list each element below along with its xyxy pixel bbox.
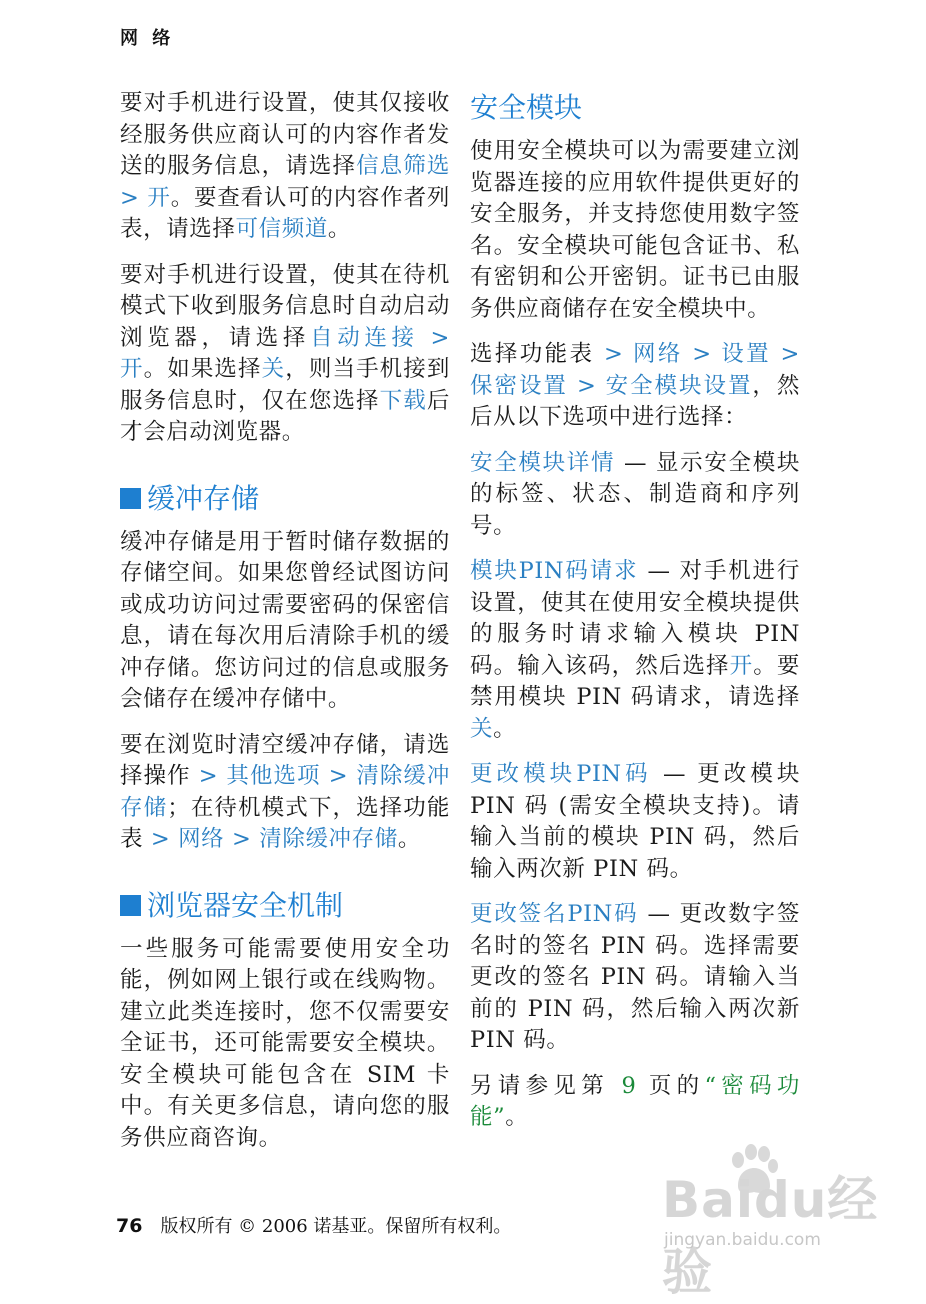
paragraph-module-path: [470, 339, 800, 434]
text: 。: [505, 1104, 529, 1130]
section-header: 网 络: [120, 28, 175, 49]
text: 。要禁用模块 PIN 码请求，请选择: [470, 652, 800, 710]
path-separator: >: [682, 341, 722, 367]
path-separator: >: [120, 184, 148, 211]
text: 要对手机进行设置，使其仅接收经服务供应商认可的内容作者发送的服务信息，请选择: [120, 90, 450, 179]
paragraph-clear-cache: [120, 730, 450, 856]
heading-text: 浏览器安全机制: [147, 888, 344, 922]
menu-path-link[interactable]: 开: [120, 356, 144, 382]
page-ref-link[interactable]: 9: [621, 1072, 637, 1099]
path-separator: >: [190, 763, 227, 789]
paragraph-auto-connect: [120, 260, 450, 449]
paragraph-see-also: [470, 1071, 800, 1134]
menu-path-link[interactable]: 开: [147, 184, 171, 211]
path-separator: >: [771, 341, 800, 367]
paragraph-cache-desc: 缓冲存储是用于暂时储存数据的存储空间。如果您曾经试图访问或成功访问过需要密码的保密信息，请在每次用后清除手机的缓冲存储。您访问过的信息或服务会储存在缓冲存储中。: [120, 528, 450, 712]
menu-path-link[interactable]: 网络: [632, 341, 683, 367]
menu-path-link[interactable]: 信息筛选: [356, 153, 450, 179]
path-separator: >: [320, 763, 357, 789]
text: 。: [327, 216, 352, 242]
option-change-signing-pin: [470, 899, 800, 1057]
text: 。: [397, 826, 421, 852]
text: 要对手机进行设置，使其在待机模式下收到服务信息时自动启动浏览器，请选择: [120, 261, 450, 351]
watermark-url: jingyan.baidu.com: [664, 1230, 821, 1250]
menu-path-link[interactable]: 清除缓冲存储: [120, 763, 451, 821]
text: ；在待机模式下，选择: [167, 794, 404, 821]
menu-path-link[interactable]: 安全模块设置: [605, 372, 753, 399]
text: 另请参见第: [470, 1072, 622, 1099]
text: — 更改数字签名时的签名 PIN 码。选择需要更改的签名 PIN 码。请输入当前的 PIN 码，然后输入两次新 PIN 码。: [470, 901, 800, 1053]
right-column: [470, 88, 800, 1148]
menu-path-link[interactable]: 网络: [178, 826, 225, 852]
text: 选择: [470, 341, 520, 367]
path-separator: >: [594, 341, 633, 367]
text: ，然后从以下选项中进行选择：: [470, 372, 800, 430]
copyright-text: 版权所有 © 2006 诺基亚。保留所有权利。: [160, 1216, 512, 1237]
heading-browser-security: [120, 886, 450, 926]
text: 。: [493, 715, 517, 742]
menu-path-link[interactable]: 开: [729, 652, 754, 679]
path-separator: >: [418, 324, 450, 351]
menu-path-link[interactable]: 关: [470, 715, 494, 742]
option-name-link[interactable]: 更改模块PIN码: [470, 761, 652, 787]
text: 页的: [636, 1072, 705, 1099]
menu-path-link[interactable]: 设置: [721, 341, 771, 367]
option-name-link[interactable]: 安全模块详情: [470, 449, 616, 476]
option-change-module-pin: [470, 759, 800, 885]
paragraph-module-desc: 使用安全模块可以为需要建立浏览器连接的应用软件提供更好的安全服务，并支持您使用数字签名。安全模块可能包含证书、私有密钥和公开密钥。证书已由服务供应商储存在安全模块中。: [470, 138, 800, 322]
text: ，则当手机接到服务信息时，仅在您选择: [120, 356, 450, 414]
watermark-brand: Baidu经验: [662, 1171, 879, 1301]
option-module-details: [470, 448, 800, 543]
text: — 对手机进行设置，使其在使用安全模块提供的服务时请求输入模块 PIN 码。输入该码，然后选择: [470, 558, 800, 679]
path-separator: >: [567, 372, 606, 399]
option-pin-request: [470, 556, 800, 745]
menu-path-link[interactable]: 可信频道: [235, 216, 328, 242]
left-column: [120, 88, 450, 1168]
menu-path-link[interactable]: 自动连接: [310, 324, 419, 351]
text: 。要查看认可的内容作者列表，请选择: [120, 184, 450, 242]
menu-path-link[interactable]: 关: [261, 356, 286, 382]
menu-name: 功能表: [519, 341, 595, 367]
option-name-link[interactable]: 模块PIN码请求: [470, 558, 639, 584]
menu-name: 操作: [143, 763, 191, 789]
path-separator: >: [143, 826, 179, 852]
path-separator: >: [224, 826, 260, 852]
heading-square-icon: [120, 488, 141, 509]
text: — 更改模块 PIN 码 (需安全模块支持)。请输入当前的模块 PIN 码，然后输入两次新 PIN 码。: [470, 761, 800, 882]
heading-cache: [120, 479, 450, 519]
menu-path-link[interactable]: 保密设置: [470, 372, 568, 399]
paragraph-security-desc: 一些服务可能需要使用安全功能，例如网上银行或在线购物。建立此类连接时，您不仅需要安全证书，还可能需要安全模块。安全模块可能包含在 SIM 卡中。有关更多信息，请向您的服务供应商咨询。: [120, 935, 450, 1151]
paragraph-service-filter: [120, 88, 450, 246]
heading-security-module: 安全模块: [470, 91, 583, 124]
option-name-link[interactable]: 更改签名PIN码: [470, 901, 639, 927]
section-ref-link[interactable]: “密码功能”: [470, 1072, 801, 1130]
page-number: 76: [116, 1215, 143, 1237]
heading-text: 缓冲存储: [147, 481, 260, 515]
text: 。如果选择: [143, 356, 262, 382]
menu-path-link[interactable]: 下载: [379, 387, 427, 414]
page-footer: [116, 1212, 511, 1238]
menu-name: 功能表: [120, 794, 450, 852]
menu-path-link[interactable]: 其他选项: [226, 763, 321, 789]
text: 后才会启动浏览器。: [120, 387, 450, 445]
menu-path-link[interactable]: 清除缓冲存储: [259, 826, 398, 852]
text: 要在浏览时清空缓冲存储，请选择: [120, 731, 450, 789]
text: — 显示安全模块的标签、状态、制造商和序列号。: [470, 449, 800, 539]
heading-square-icon: [120, 895, 141, 916]
baidu-watermark: [662, 1150, 902, 1301]
